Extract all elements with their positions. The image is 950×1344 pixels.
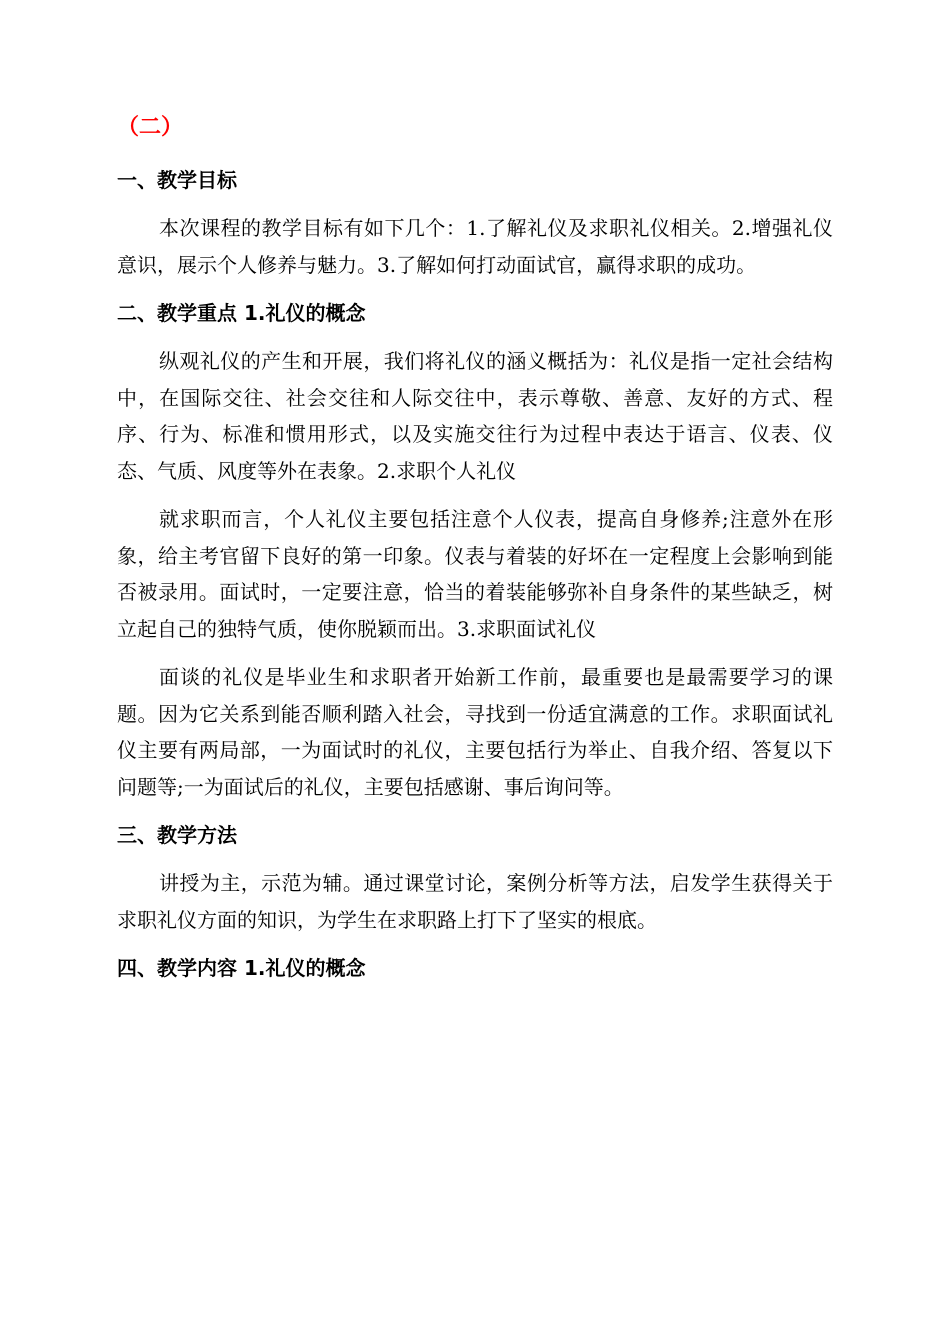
section-marker: （二） [117, 115, 184, 140]
heading-teaching-goals: 一、教学目标 [117, 168, 237, 192]
heading-teaching-methods: 三、教学方法 [117, 823, 237, 847]
heading-teaching-content: 四、教学内容 1.礼仪的概念 [117, 956, 366, 980]
paragraph-personal-etiquette: 就求职而言，个人礼仪主要包括注意个人仪表，提高自身修养;注意外在形象，给主考官留下良好的第一印象。仪表与着装的好坏在一定程度上会影响到能否被录用。面试时，一定要注意，恰当的着装能够弥补自身条件的某些缺乏，树立起自己的独特气质，使你脱颖而出。3.求职面试礼仪 [117, 507, 833, 641]
paragraph-interview-etiquette: 面谈的礼仪是毕业生和求职者开始新工作前，最重要也是最需要学习的课题。因为它关系到能否顺利踏入社会，寻找到一份适宜满意的工作。求职面试礼仪主要有两局部，一为面试时的礼仪，主要包括行为举止、自我介绍、答复以下问题等;一为面试后的礼仪，主要包括感谢、事后询问等。 [117, 665, 833, 799]
paragraph-goals: 本次课程的教学目标有如下几个：1.了解礼仪及求职礼仪相关。2.增强礼仪意识，展示个人修养与魅力。3.了解如何打动面试官，赢得求职的成功。 [117, 216, 833, 277]
document-body [117, 112, 833, 984]
heading-teaching-focus: 二、教学重点 1.礼仪的概念 [117, 301, 366, 325]
paragraph-methods: 讲授为主，示范为辅。通过课堂讨论，案例分析等方法，启发学生获得关于求职礼仪方面的知识，为学生在求职路上打下了坚实的根底。 [117, 871, 833, 932]
paragraph-etiquette-concept: 纵观礼仪的产生和开展，我们将礼仪的涵义概括为：礼仪是指一定社会结构中，在国际交往、社会交往和人际交往中，表示尊敬、善意、友好的方式、程序、行为、标准和惯用形式，以及实施交往行为过程中表达于语言、仪表、仪态、气质、风度等外在表象。2.求职个人礼仪 [117, 349, 833, 483]
